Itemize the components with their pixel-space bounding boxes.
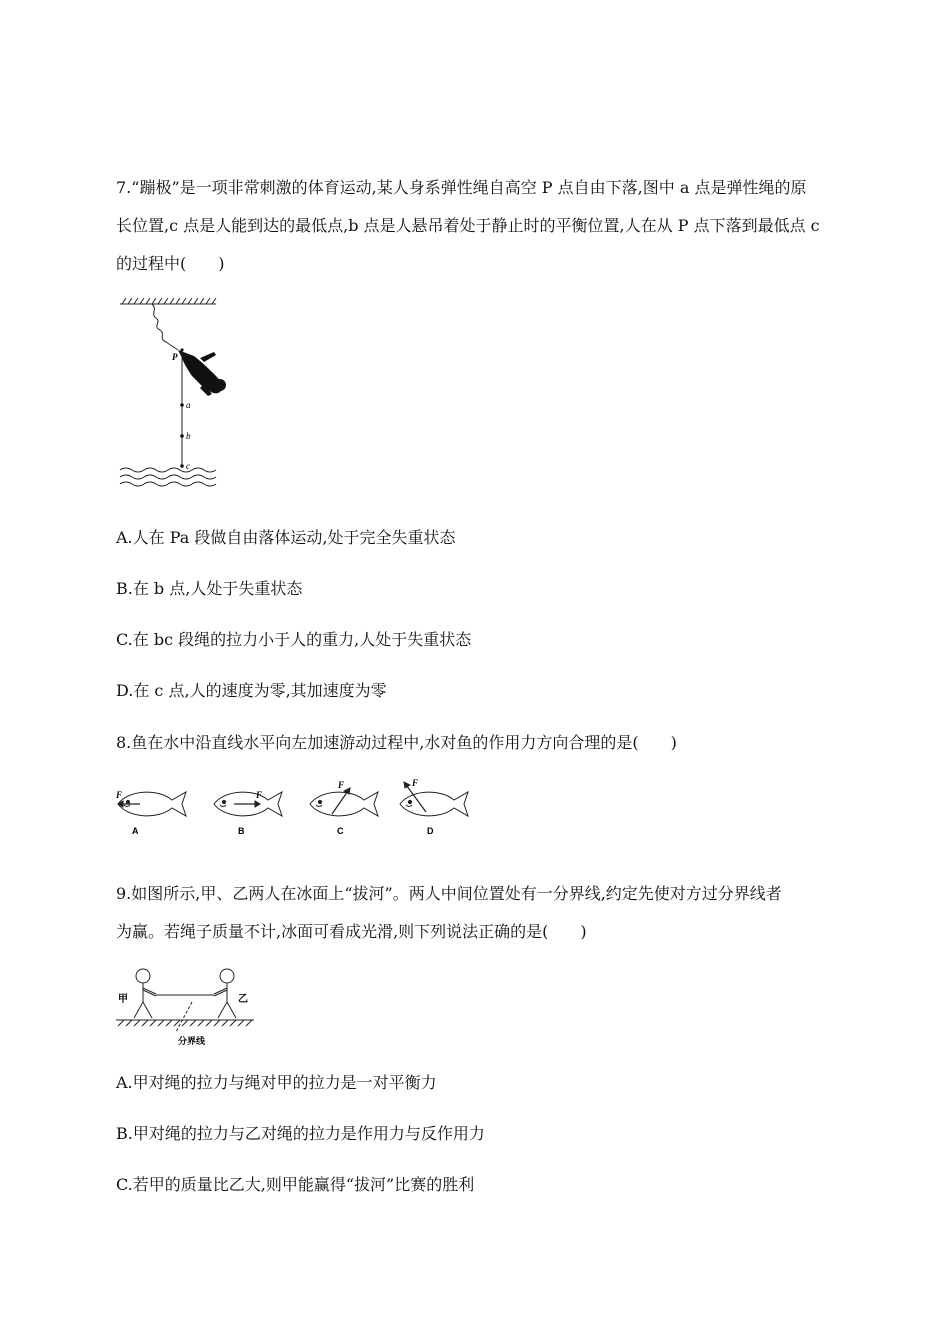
q9-stem-line-1: 9.如图所示,甲、乙两人在冰面上“拔河”。两人中间位置处有一分界线,约定先使对方过分界线者: [116, 884, 782, 903]
slack-cord: [152, 304, 178, 350]
boundary-line: [176, 1002, 192, 1032]
ice-surface: [116, 1020, 254, 1026]
q7-stem-line-2: 长位置,c 点是人能到达的最低点,b 点是人悬吊着处于静止时的平衡位置,人在从 P 点下落到最低点 c: [116, 216, 820, 235]
bungee-figure: [116, 292, 236, 492]
label-p: P: [172, 352, 178, 362]
label-c: c: [186, 461, 190, 471]
point-a: [180, 403, 184, 407]
point-b: [180, 434, 184, 438]
q7-option-b: B.在 b 点,人处于失重状态: [116, 579, 303, 598]
fish-a: [118, 792, 186, 816]
q7-option-c: C.在 bc 段绳的拉力小于人的重力,人处于失重状态: [116, 630, 472, 649]
fish-c: [310, 788, 378, 816]
fish-b: [214, 792, 282, 816]
water-waves: [120, 468, 216, 486]
fish-c-label: C: [337, 826, 344, 836]
q9-stem-line-2: 为赢。若绳子质量不计,冰面可看成光滑,则下列说法正确的是( ): [116, 922, 587, 941]
fish-d: [400, 782, 468, 816]
fish-a-force: F: [116, 790, 123, 800]
person-yi: [214, 969, 236, 1018]
point-p: [180, 348, 183, 351]
q7-stem-line-1: 7.“蹦极”是一项非常刺激的体育运动,某人身系弹性绳自高空 P 点自由下落,图中 a 点是弹性绳的原: [116, 178, 807, 197]
fish-figure: [110, 778, 480, 840]
label-b: b: [186, 431, 191, 441]
person-jia: [134, 969, 156, 1018]
q7-option-d: D.在 c 点,人的速度为零,其加速度为零: [116, 681, 387, 700]
fish-d-label: D: [427, 826, 434, 836]
q9-option-a: A.甲对绳的拉力与绳对甲的拉力是一对平衡力: [116, 1073, 437, 1092]
q9-option-b: B.甲对绳的拉力与乙对绳的拉力是作用力与反作用力: [116, 1124, 485, 1143]
label-a: a: [186, 400, 191, 410]
fish-b-label: B: [238, 826, 245, 836]
label-boundary: 分界线: [178, 1037, 206, 1047]
fish-d-force: F: [412, 778, 419, 788]
label-yi: 乙: [238, 994, 248, 1005]
point-c: [180, 464, 184, 468]
fish-a-label: A: [132, 826, 139, 836]
q8-stem: 8.鱼在水中沿直线水平向左加速游动过程中,水对鱼的作用力方向合理的是( ): [116, 733, 677, 752]
fish-b-force: F: [256, 790, 263, 800]
q7-stem-line-3: 的过程中( ): [116, 254, 225, 273]
label-jia: 甲: [118, 994, 128, 1005]
q9-option-c: C.若甲的质量比乙大,则甲能赢得“拔河”比赛的胜利: [116, 1175, 475, 1194]
tug-of-war-figure: [112, 964, 262, 1048]
fish-c-force: F: [338, 780, 345, 790]
jumper-silhouette: [178, 350, 226, 396]
ceiling-hatch: [120, 298, 216, 304]
q7-option-a: A.人在 Pa 段做自由落体运动,处于完全失重状态: [116, 528, 456, 547]
